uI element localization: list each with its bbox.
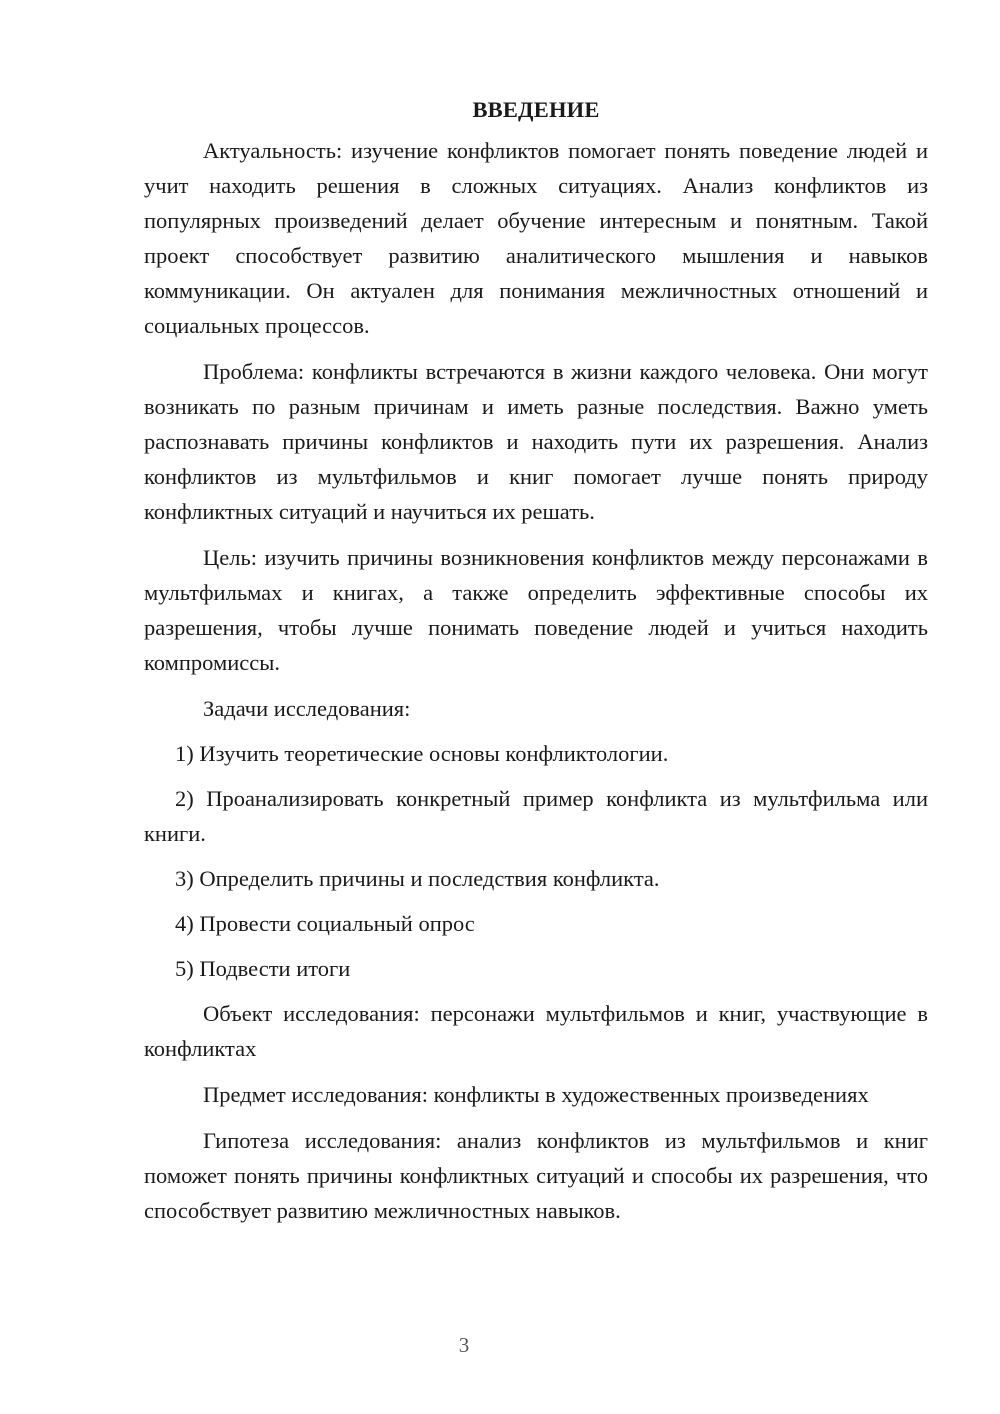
task-item: 1) Изучить теоретические основы конфликтологии. — [175, 741, 669, 766]
problem-paragraph: Проблема: конфликты встречаются в жизни каждого человека. Они могут возникать по разным причинам и иметь разные последствия. Важно уметь распознавать причины конфликтов и находить пути их разрешения. Анализ конфликтов из мультфильмов и книг помогает лучше понять природу конфликтных ситуаций и научиться их решать. — [144, 359, 928, 524]
goal-paragraph: Цель: изучить причины возникновения конфликтов между персонажами в мультфильмах и книгах, а также определить эффективные способы их разрешения, чтобы лучше понимать поведение людей и учиться находить компромиссы. — [144, 545, 928, 675]
relevance-paragraph: Актуальность: изучение конфликтов помогает понять поведение людей и учит находить решения в сложных ситуациях. Анализ конфликтов из популярных произведений делает обучение интересным и понятным. Такой проект способствует развитию аналитического мышления и навыков коммуникации. Он актуален для понимания межличностных отношений и социальных процессов. — [144, 138, 928, 338]
task-item: 5) Подвести итоги — [175, 956, 351, 981]
hypothesis-paragraph: Гипотеза исследования: анализ конфликтов из мультфильмов и книг поможет понять причины конфликтных ситуаций и способы их разрешения, что способствует развитию межличностных навыков. — [144, 1128, 928, 1223]
page-title: ВВЕДЕНИЕ — [472, 97, 600, 122]
task-item: 2) Проанализировать конкретный пример конфликта из мультфильма или книги. — [144, 786, 928, 846]
object-paragraph: Объект исследования: персонажи мультфильмов и книг, участвующие в конфликтах — [144, 1001, 928, 1061]
page-body — [144, 92, 928, 1239]
page-number: 3 — [458, 1333, 470, 1357]
task-item: 3) Определить причины и последствия конфликта. — [175, 866, 660, 891]
tasks-heading: Задачи исследования: — [203, 696, 411, 721]
subject-paragraph: Предмет исследования: конфликты в художественных произведениях — [203, 1082, 869, 1107]
task-item: 4) Провести социальный опрос — [175, 911, 475, 936]
